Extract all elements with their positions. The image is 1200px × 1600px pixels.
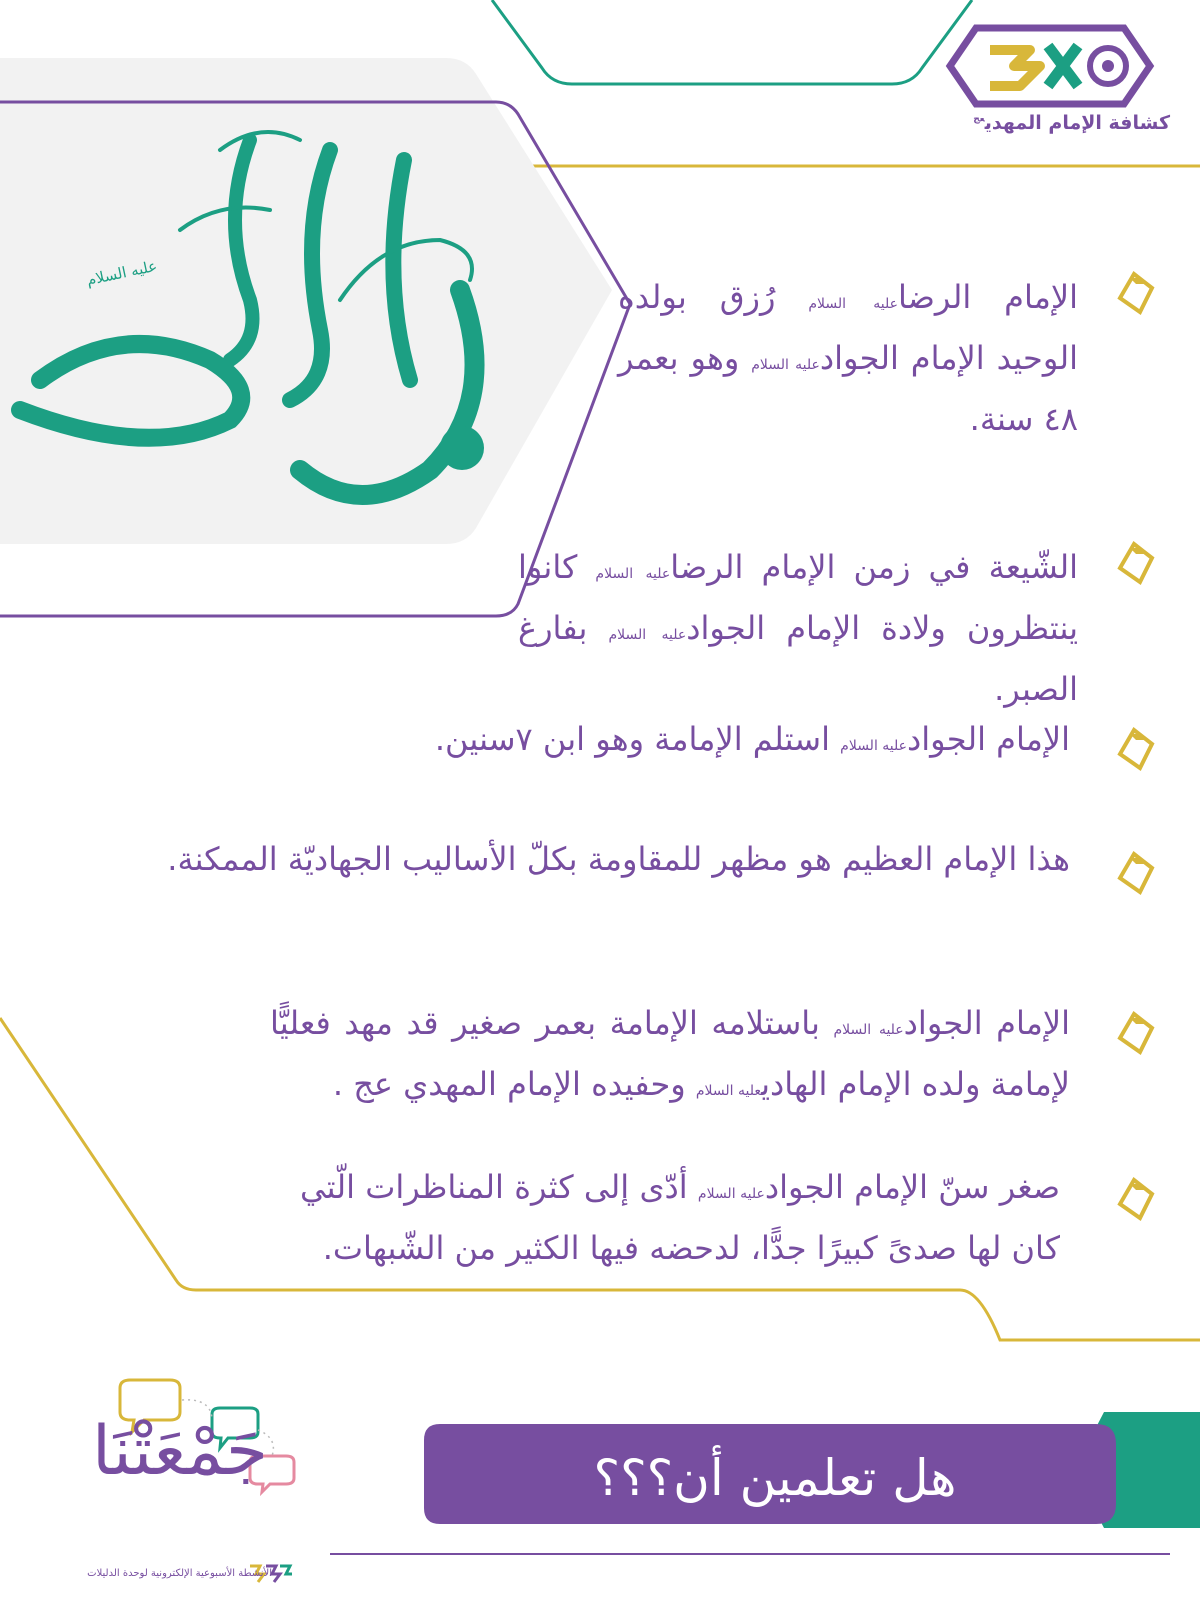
hexagon-logo-icon xyxy=(940,22,1160,112)
bullet-icon xyxy=(1112,726,1156,772)
fact-4: هذا الإمام العظيم هو مظهر للمقاومة بكلّ الأساليب الجهاديّة الممكنة. xyxy=(167,840,1070,878)
org-name: كشافة الإمام المهدي$^{عج}$ xyxy=(973,112,1170,134)
calligraphy-honorific: عليه السلام xyxy=(84,256,159,290)
bullet-icon xyxy=(1112,540,1156,586)
bullet-icon xyxy=(1112,850,1156,896)
footer-logo-word: جَمْعَتْنَا xyxy=(92,1412,268,1491)
bullet-icon xyxy=(1112,1010,1156,1056)
fact-6: صغر سنّ الإمام الجوادعليه السلام أدّى إلى كثرة المناظرات الّتي كان لها صدىً كبيرًا جدًّا، لدحضه فيها الكثير من الشّبهات. xyxy=(300,1168,1060,1267)
fact-1: الإمام الرضاعليه السلام رُزق بولده الوحيد الإمام الجوادعليه السلام وهو بعمر ٤٨ سنة. xyxy=(618,278,1079,438)
footer-logo-subtitle: الأنشطة الأسبوعية الإلكترونية لوحدة الدليلات xyxy=(87,1568,272,1579)
fact-3: الإمام الجوادعليه السلام استلم الإمامة وهو ابن ٧سنين. xyxy=(434,720,1070,758)
bullet-icon xyxy=(1112,1176,1156,1222)
banner-title: هل تعلمين أن؟؟؟ xyxy=(593,1449,957,1507)
fact-2: الشّيعة في زمن الإمام الرضاعليه السلام كانوا ينتظرون ولادة الإمام الجوادعليه السلام بفارغ الصبر. xyxy=(518,548,1079,708)
scouts-logo xyxy=(940,22,1160,162)
fact-5: الإمام الجوادعليه السلام باستلامه الإمامة بعمر صغير قد مهد فعليًّا لإمامة ولده الإمام الهاديعليه السلام وحفيده الإمام المهدي عج . xyxy=(270,1004,1071,1103)
bullet-icon xyxy=(1112,270,1156,316)
